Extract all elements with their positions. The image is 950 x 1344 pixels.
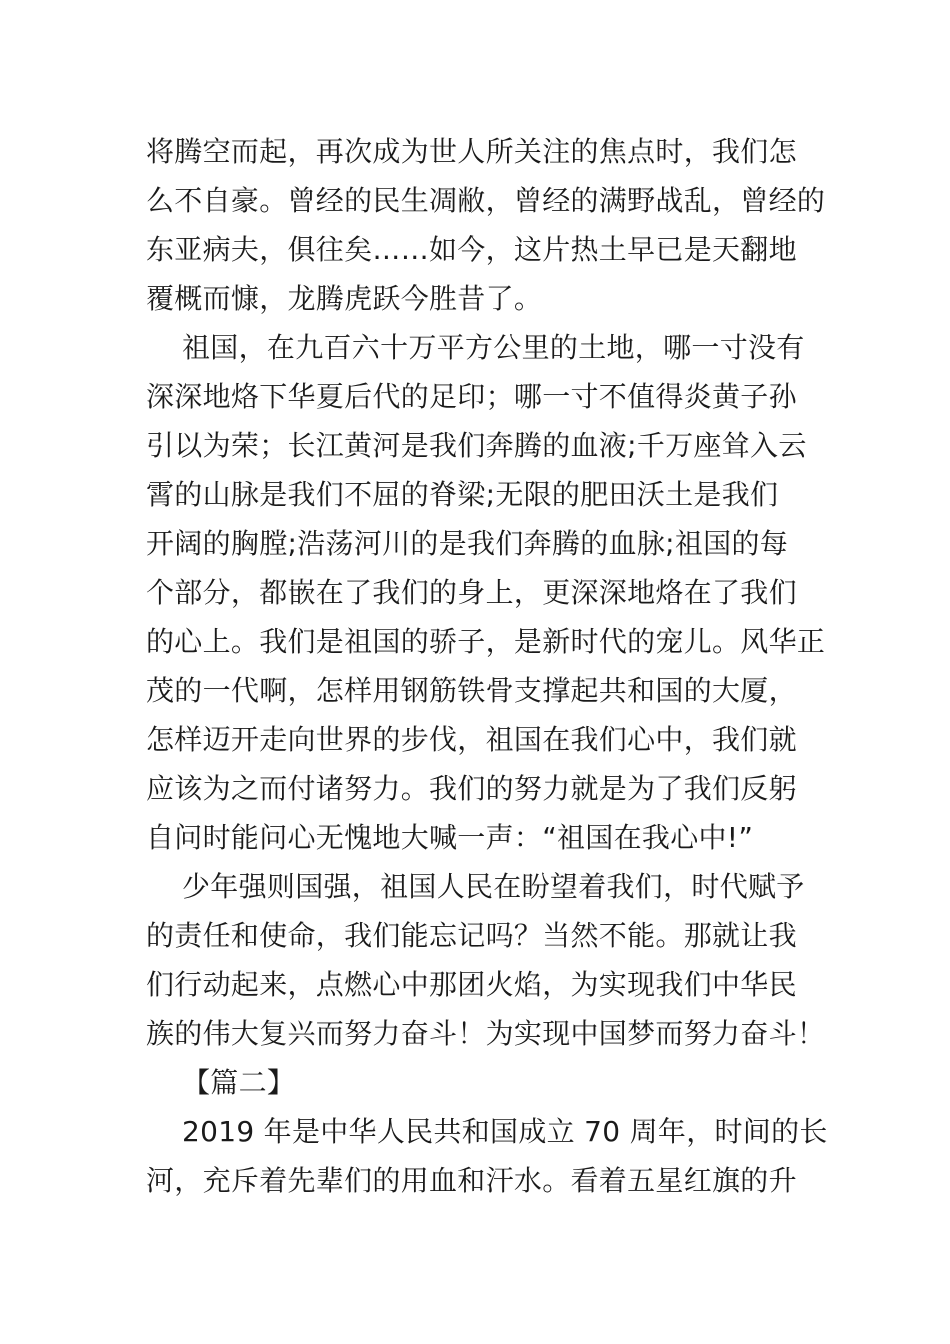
text-line: 东亚病夫，俱往矣……如今，这片热土早已是天翻地 [146, 233, 797, 266]
essay-body [146, 127, 828, 1205]
text-line: 覆概而慷，龙腾虎跃今胜昔了。 [146, 282, 543, 315]
section-heading: 【篇二】 [182, 1066, 296, 1099]
text-line: 深深地烙下华夏后代的足印；哪一寸不值得炎黄子孙 [146, 380, 797, 413]
text-line: 族的伟大复兴而努力奋斗！为实现中国梦而努力奋斗！ [146, 1017, 826, 1050]
text-line: 引以为荣；长江黄河是我们奔腾的血液;千万座耸入云 [146, 429, 807, 462]
text-line: 应该为之而付诸努力。我们的努力就是为了我们反躬 [146, 772, 797, 805]
paragraph-first-line: 祖国，在九百六十万平方公里的土地，哪一寸没有 [182, 331, 805, 364]
text-line: 怎样迈开走向世界的步伐，祖国在我们心中，我们就 [146, 723, 797, 756]
text-line: 个部分，都嵌在了我们的身上，更深深地烙在了我们 [146, 576, 797, 609]
text-line: 将腾空而起，再次成为世人所关注的焦点时，我们怎 [146, 135, 797, 168]
text-line: 自问时能问心无愧地大喊一声：“祖国在我心中!” [146, 821, 754, 854]
paragraph-first-line: 2019 年是中华人民共和国成立 70 周年，时间的长 [182, 1115, 828, 1148]
text-line: 的心上。我们是祖国的骄子，是新时代的宠儿。风华正 [146, 625, 826, 658]
text-line: 开阔的胸膛;浩荡河川的是我们奔腾的血脉;祖国的每 [146, 527, 789, 560]
text-line: 们行动起来，点燃心中那团火焰，为实现我们中华民 [146, 968, 797, 1001]
text-line: 霄的山脉是我们不屈的脊梁;无限的肥田沃土是我们 [146, 478, 779, 511]
paragraph-first-line: 少年强则国强，祖国人民在盼望着我们，时代赋予 [182, 870, 805, 903]
text-line: 的责任和使命，我们能忘记吗？当然不能。那就让我 [146, 919, 797, 952]
text-line: 河，充斥着先辈们的用血和汗水。看着五星红旗的升 [146, 1164, 797, 1197]
text-line: 么不自豪。曾经的民生凋敝，曾经的满野战乱，曾经的 [146, 184, 826, 217]
text-line: 茂的一代啊，怎样用钢筋铁骨支撑起共和国的大厦， [146, 674, 797, 707]
